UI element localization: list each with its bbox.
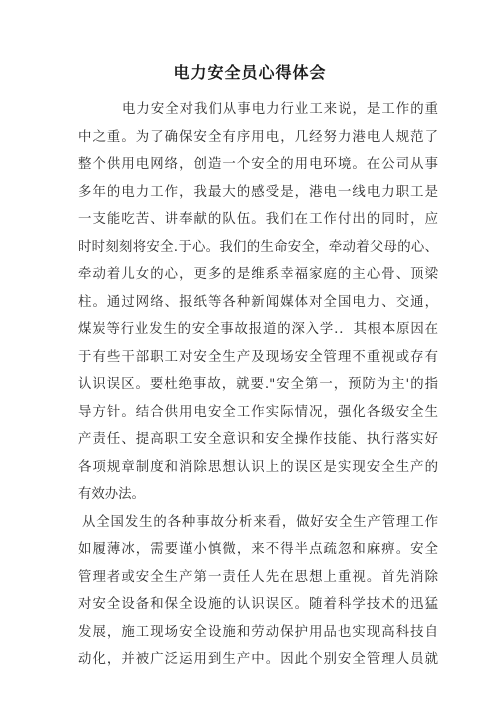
text-line: 电力安全对我们从事电力行业工来说，是工作的重 — [122, 102, 438, 117]
text-line: 对安全设备和保全设施的认识误区。随着科学技术的迅猛 — [78, 597, 438, 612]
text-line: 中之重。为了确保安全有序用电，几经努力港电人规范了 — [78, 129, 438, 145]
text-line: 产责任、提高职工安全意识和安全操作技能、执行落实好 — [78, 432, 438, 447]
text-line: 时时刻刻将安全.于心。我们的生命安全，牵动着父母的心、 — [78, 239, 438, 255]
text-line: 如履薄冰，需要谨小慎微，来不得半点疏忽和麻痹。安全 — [78, 542, 438, 557]
text-line: 导方针。结合供用电安全工作实际情况，强化各级安全生 — [78, 404, 438, 420]
text-line: 整个供用电网络，创造一个安全的用电环境。在公司从事 — [78, 157, 438, 172]
text-line: 有效办法。 — [78, 487, 145, 502]
text-line: 从全国发生的各种事故分析来看，做好安全生产管理工作 — [82, 514, 438, 530]
text-line: 于有些干部职工对安全生产及现场安全管理不重视或存有 — [78, 349, 438, 365]
document-body — [78, 96, 438, 674]
text-line: 多年的电力工作，我最大的感受是，港电一线电力职工是 — [78, 184, 438, 200]
text-line: 柱。通过网络、报纸等各种新闻媒体对全国电力、交通， — [78, 294, 438, 310]
text-line: 动化，并被广泛运用到生产中。因此个别安全管理人员就 — [78, 652, 438, 667]
text-line: 牵动着儿女的心，更多的是维系幸福家庭的主心骨、顶梁 — [78, 267, 438, 282]
text-line: 一支能吃苦、讲奉献的队伍。我们在工作付出的同时，应 — [78, 212, 438, 227]
text-line: 各项规章制度和消除思想认识上的误区是实现安全生产的 — [78, 459, 438, 475]
text-line: 发展，施工现场安全设施和劳动保护用品也实现高科技自 — [78, 624, 438, 640]
text-line: 管理者或安全生产第一责任人先在思想上重视。首先消除 — [78, 569, 438, 585]
text-line: 认识误区。要杜绝事故，就要."安全第一，预防为主'的指 — [78, 377, 438, 392]
document-title: 电力安全员心得体会 — [173, 63, 327, 82]
text-line: 煤炭等行业发生的安全事故报道的深入学.．其根本原因在 — [78, 322, 438, 337]
